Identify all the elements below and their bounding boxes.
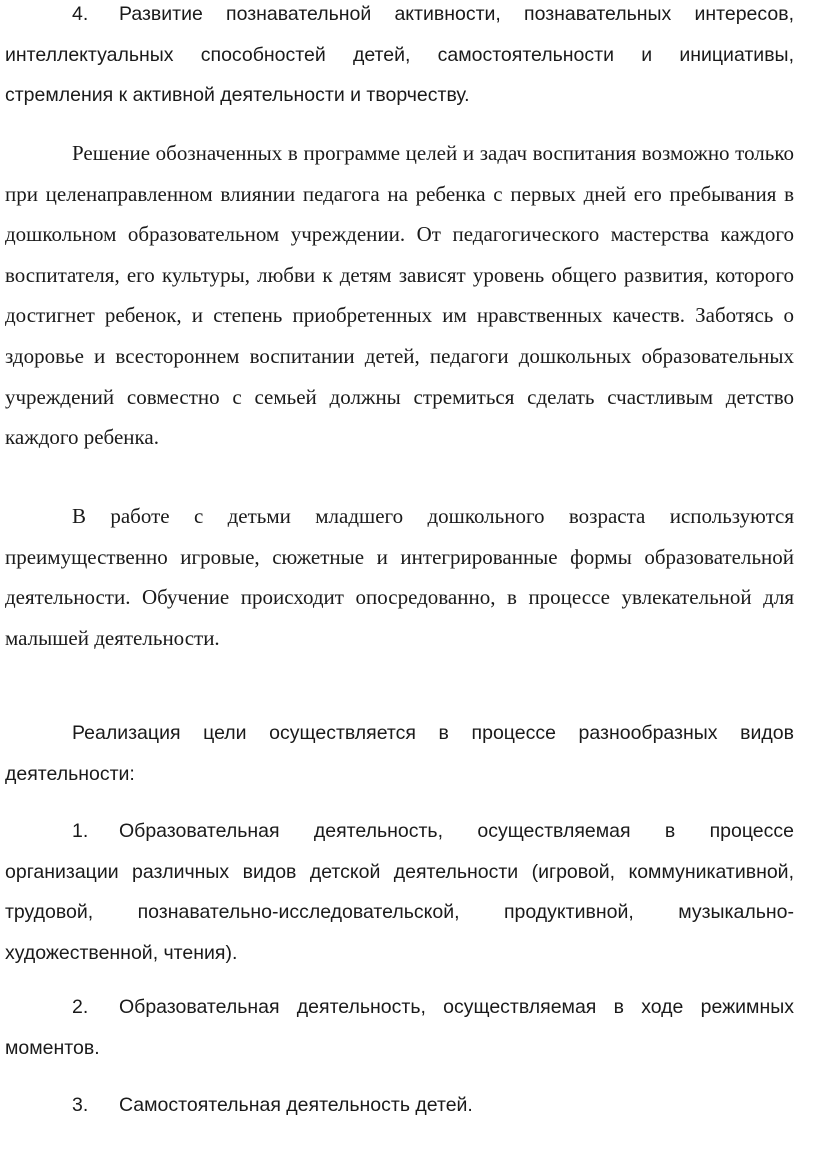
paragraph-1: Решение обозначенных в программе целей и задач воспитания возможно только при целенаправленном влиянии педагога на ребенка с первых дней его пребывания в дошкольном образовательном учреждении. От педагогического мастерства каждого воспитателя, его культуры, любви к детям зависят уровень общего развития, которого достигнет ребенок, и степень приобретенных им нравственных качеств. Заботясь о здоровье и всестороннем воспитании детей, педагоги дошкольных образовательных учреждений совместно с семьей должны стремиться сделать счастливым детство каждого ребенка. xyxy=(5,141,794,450)
list-item-2-text: Образовательная деятельность, осуществляемая в ходе режимных моментов. xyxy=(5,996,794,1059)
list-item-3 xyxy=(5,1085,794,1126)
list-item-2-number: 2. xyxy=(72,996,89,1018)
list-item-1-number: 1. xyxy=(72,820,89,842)
list-item-4 xyxy=(5,0,794,116)
paragraph-3: Реализация цели осуществляется в процессе разнообразных видов деятельности: xyxy=(5,722,794,785)
list-item-3-number: 3. xyxy=(72,1094,89,1116)
paragraph-2: В работе с детьми младшего дошкольного возраста используются преимущественно игровые, сюжетные и интегрированные формы образовательной деятельности. Обучение происходит опосредованно, в процессе увлекательной для малышей деятельности. xyxy=(5,504,794,650)
list-item-3-text: Самостоятельная деятельность детей. xyxy=(119,1094,473,1116)
list-item-2 xyxy=(5,987,794,1068)
list-item-4-text: Развитие познавательной активности, познавательных интересов, интеллектуальных способностей детей, самостоятельности и инициативы, стремления к активной деятельности и творчеству. xyxy=(5,3,794,106)
list-item-1-text: Образовательная деятельность, осуществляемая в процессе организации различных видов детской деятельности (игровой, коммуникативной, трудовой, познавательно-исследовательской, продуктивной, музыкально-художественной, чтения). xyxy=(5,820,794,964)
list-item-4-number: 4. xyxy=(72,3,89,25)
list-item-1 xyxy=(5,811,794,973)
